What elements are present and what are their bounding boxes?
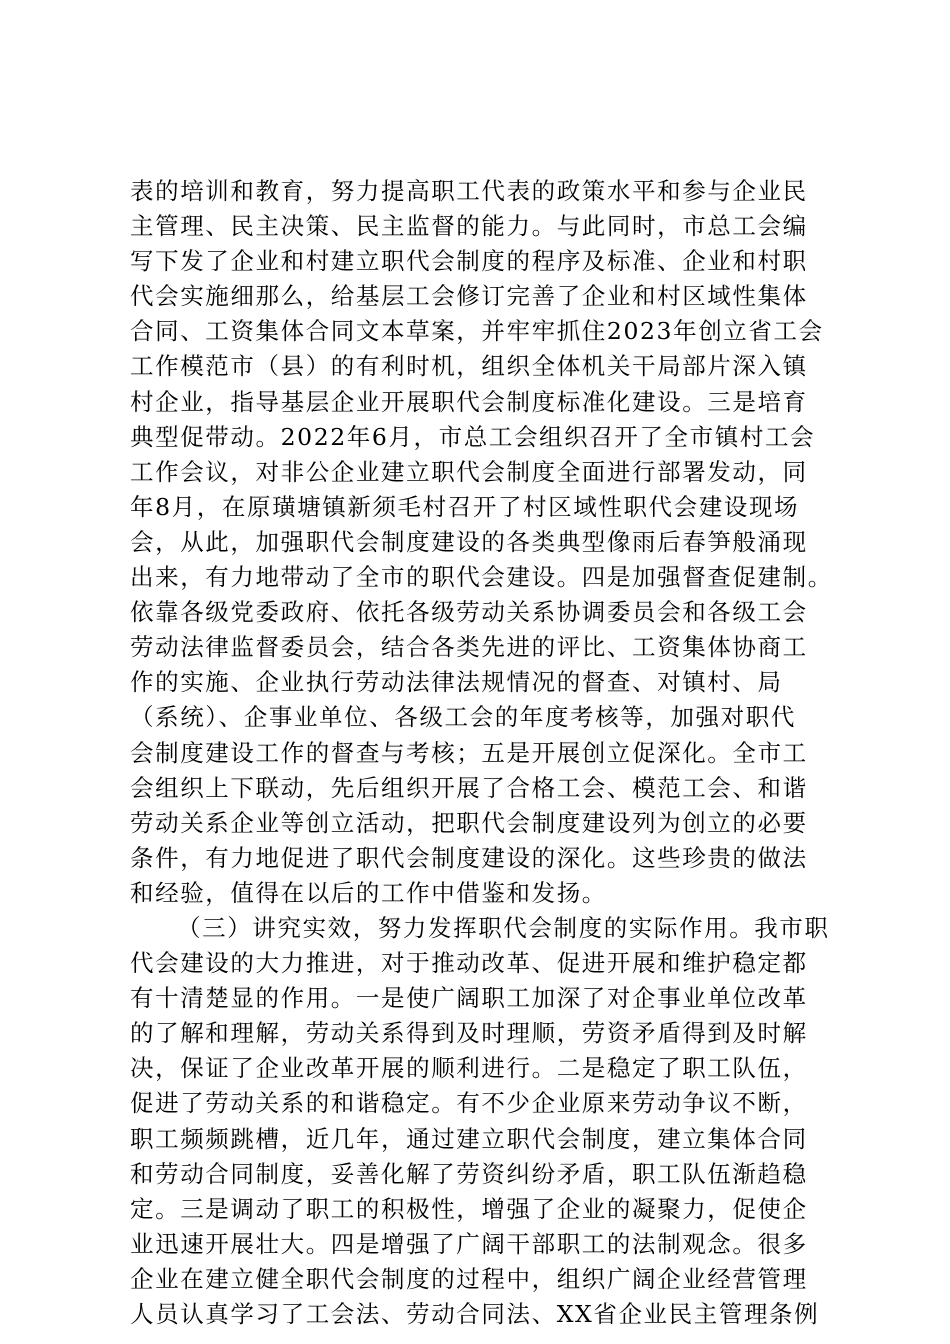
text-line: 条件，有力地促进了职代会制度建设的深化。这些珍贵的做法 — [130, 843, 808, 872]
paragraph-start-line: （三）讲究实效，努力发挥职代会制度的实际作用。我市职 — [177, 913, 830, 942]
text-line: 年8月，在原璜塘镇新须毛村召开了村区域性职代会建设现场 — [130, 492, 800, 521]
text-line: 有十清楚显的作用。一是使广阔职工加深了对企事业单位改革 — [130, 984, 808, 1013]
text-line: 劳动法律监督委员会，结合各类先进的评比、工资集体协商工 — [130, 633, 808, 662]
text-line: 工作会议，对非公企业建立职代会制度全面进行部署发动，同 — [130, 457, 808, 486]
text-line: 代会实施细那么，给基层工会修订完善了企业和村区域性集体 — [130, 282, 808, 311]
text-line: 和劳动合同制度，妥善化解了劳资纠纷矛盾，职工队伍渐趋稳 — [130, 1159, 808, 1188]
text-line: 会组织上下联动，先后组织开展了合格工会、模范工会、和谐 — [130, 773, 808, 802]
text-line: 作的实施、企业执行劳动法律法规情况的督查、对镇村、局 — [130, 668, 783, 697]
text-line: 主管理、民主决策、民主监督的能力。与此同时，市总工会编 — [130, 212, 808, 241]
text-line: 会，从此，加强职代会制度建设的各类典型像雨后春笋般涌现 — [130, 527, 808, 556]
body-text — [130, 174, 833, 1332]
text-line: 业迅速开展壮大。四是增强了广阔干部职工的法制观念。很多 — [130, 1229, 808, 1258]
text-line: 职工频频跳槽，近几年，通过建立职代会制度，建立集体合同 — [130, 1124, 808, 1153]
text-line: 出来，有力地带动了全市的职代会建设。四是加强督查促建制。 — [130, 563, 833, 592]
text-line: 村企业，指导基层企业开展职代会制度标准化建设。三是培育 — [130, 387, 808, 416]
text-line: 企业在建立健全职代会制度的过程中，组织广阔企业经营管理 — [130, 1264, 808, 1293]
text-line: 和经验，值得在以后的工作中借鉴和发扬。 — [130, 878, 607, 907]
text-line: 促进了劳动关系的和谐稳定。有不少企业原来劳动争议不断， — [130, 1089, 808, 1118]
text-line: 劳动关系企业等创立活动，把职代会制度建设列为创立的必要 — [130, 808, 808, 837]
text-line: 定。三是调动了职工的积极性，增强了企业的凝聚力，促使企 — [130, 1194, 808, 1223]
text-line: 工作模范市（县）的有利时机，组织全体机关干局部片深入镇 — [130, 352, 808, 381]
text-line: 决，保证了企业改革开展的顺利进行。二是稳定了职工队伍， — [130, 1054, 808, 1083]
text-line: 依靠各级党委政府、依托各级劳动关系协调委员会和各级工会 — [130, 598, 808, 627]
text-line: 表的培训和教育，努力提高职工代表的政策水平和参与企业民 — [130, 177, 808, 205]
text-line: 人员认真学习了工会法、劳动合同法、XX省企业民主管理条例 — [130, 1300, 820, 1328]
text-line: 的了解和理解，劳动关系得到及时理顺，劳资矛盾得到及时解 — [130, 1019, 808, 1048]
text-line: 合同、工资集体合同文本草案，并牢牢抓住2023年创立省工会 — [130, 317, 824, 346]
text-line: 写下发了企业和村建立职代会制度的程序及标准、企业和村职 — [130, 247, 808, 276]
text-line: （系统）、企事业单位、各级工会的年度考核等，加强对职代 — [130, 703, 796, 732]
text-line: 代会建设的大力推进，对于推动改革、促进开展和维护稳定都 — [130, 949, 808, 978]
text-line: 会制度建设工作的督查与考核；五是开展创立促深化。全市工 — [130, 738, 808, 767]
text-line: 典型促带动。2022年6月，市总工会组织召开了全市镇村工会 — [130, 422, 816, 451]
